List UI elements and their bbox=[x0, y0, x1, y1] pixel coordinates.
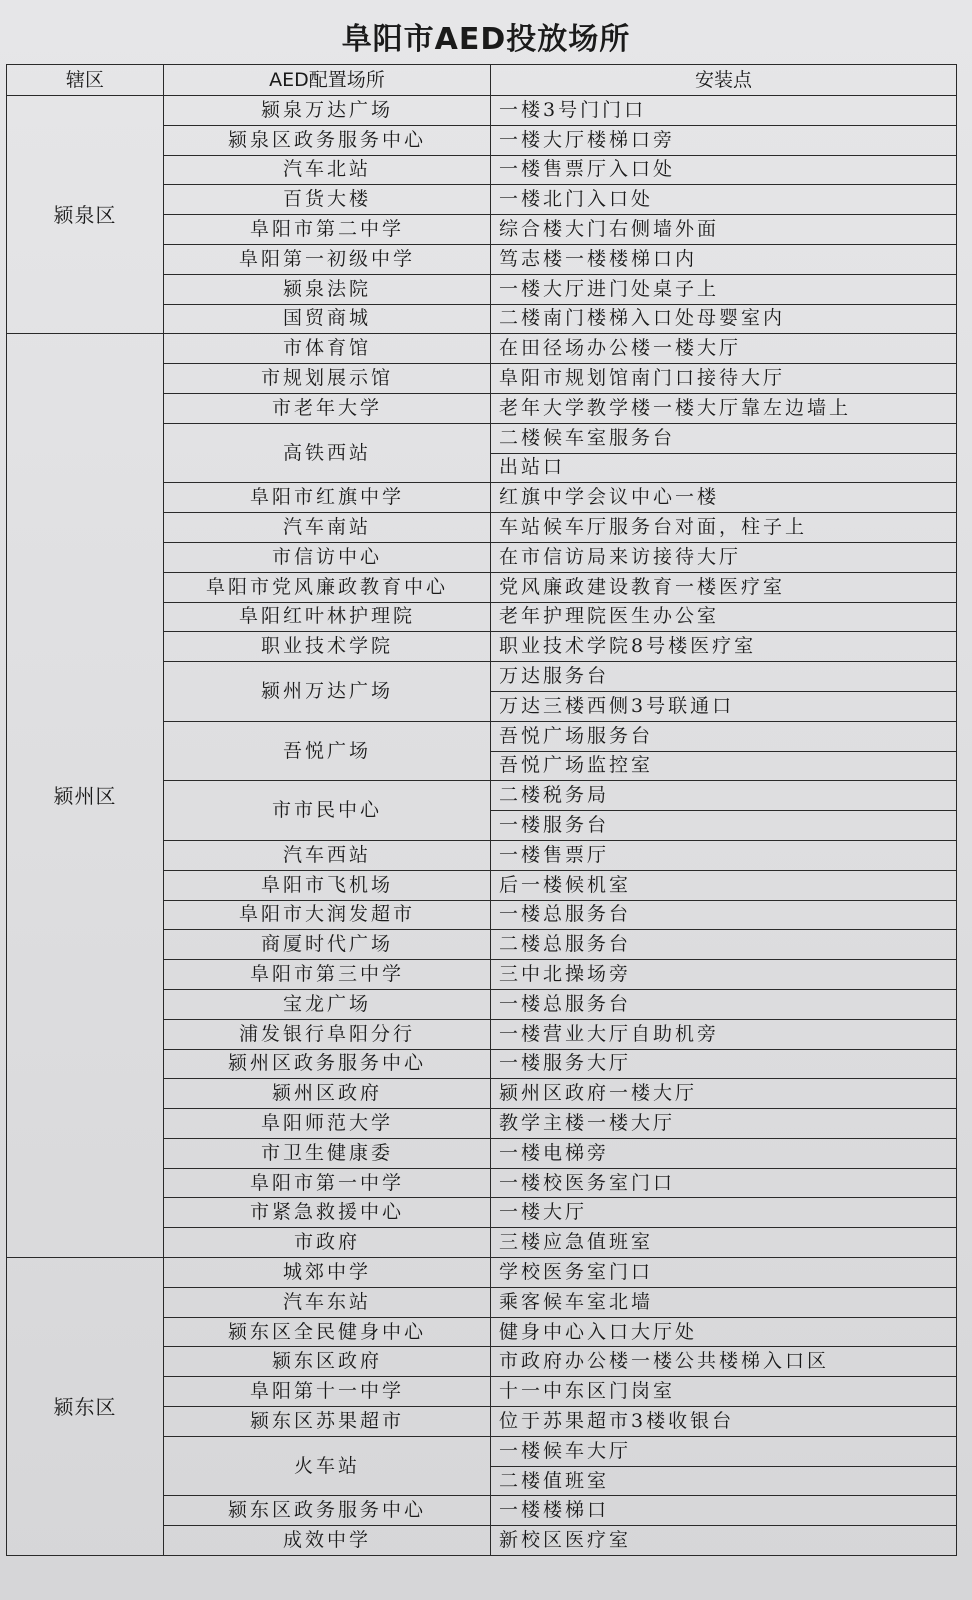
venue-cell: 阜阳第一初级中学 bbox=[164, 244, 491, 274]
install-location-cell: 一楼售票厅入口处 bbox=[491, 155, 957, 185]
install-location-cell: 一楼大厅进门处桌子上 bbox=[491, 274, 957, 304]
venue-cell: 浦发银行阜阳分行 bbox=[164, 1019, 491, 1049]
install-location-cell: 一楼营业大厅自助机旁 bbox=[491, 1019, 957, 1049]
install-location-cell: 吾悦广场服务台 bbox=[491, 721, 957, 751]
install-location-cell: 一楼北门入口处 bbox=[491, 185, 957, 215]
venue-cell: 阜阳市红旗中学 bbox=[164, 483, 491, 513]
install-location-cell: 万达三楼西侧3号联通口 bbox=[491, 691, 957, 721]
venue-cell: 市信访中心 bbox=[164, 542, 491, 572]
venue-cell: 吾悦广场 bbox=[164, 721, 491, 781]
venue-cell: 阜阳市党风廉政教育中心 bbox=[164, 572, 491, 602]
venue-cell: 宝龙广场 bbox=[164, 989, 491, 1019]
install-location-cell: 乘客候车室北墙 bbox=[491, 1287, 957, 1317]
install-location-cell: 一楼总服务台 bbox=[491, 900, 957, 930]
venue-cell: 阜阳市第三中学 bbox=[164, 960, 491, 990]
install-location-cell: 万达服务台 bbox=[491, 662, 957, 692]
table-row bbox=[7, 1258, 957, 1288]
install-location-cell: 三楼应急值班室 bbox=[491, 1228, 957, 1258]
install-location-cell: 一楼售票厅 bbox=[491, 840, 957, 870]
install-location-cell: 一楼电梯旁 bbox=[491, 1138, 957, 1168]
venue-cell: 阜阳师范大学 bbox=[164, 1109, 491, 1139]
install-location-cell: 党风廉政建设教育一楼医疗室 bbox=[491, 572, 957, 602]
install-location-cell: 一楼总服务台 bbox=[491, 989, 957, 1019]
install-location-cell: 阜阳市规划馆南门口接待大厅 bbox=[491, 364, 957, 394]
venue-cell: 颍州万达广场 bbox=[164, 662, 491, 722]
install-location-cell: 综合楼大门右侧墙外面 bbox=[491, 215, 957, 245]
install-location-cell: 位于苏果超市3楼收银台 bbox=[491, 1407, 957, 1437]
install-location-cell: 教学主楼一楼大厅 bbox=[491, 1109, 957, 1139]
install-location-cell: 老年护理院医生办公室 bbox=[491, 602, 957, 632]
install-location-cell: 一楼校医务室门口 bbox=[491, 1168, 957, 1198]
header-install-location: 安装点 bbox=[491, 65, 957, 96]
install-location-cell: 一楼大厅 bbox=[491, 1198, 957, 1228]
venue-cell: 商厦时代广场 bbox=[164, 930, 491, 960]
install-location-cell: 一楼大厅楼梯口旁 bbox=[491, 125, 957, 155]
install-location-cell: 在田径场办公楼一楼大厅 bbox=[491, 334, 957, 364]
venue-cell: 市卫生健康委 bbox=[164, 1138, 491, 1168]
district-cell: 颍东区 bbox=[7, 1258, 164, 1556]
venue-cell: 颍东区政府 bbox=[164, 1347, 491, 1377]
venue-cell: 市市民中心 bbox=[164, 781, 491, 841]
install-location-cell: 二楼候车室服务台 bbox=[491, 423, 957, 453]
install-location-cell: 二楼值班室 bbox=[491, 1466, 957, 1496]
install-location-cell: 二楼总服务台 bbox=[491, 930, 957, 960]
venue-cell: 汽车东站 bbox=[164, 1287, 491, 1317]
venue-cell: 市规划展示馆 bbox=[164, 364, 491, 394]
venue-cell: 火车站 bbox=[164, 1436, 491, 1496]
venue-cell: 市老年大学 bbox=[164, 393, 491, 423]
venue-cell: 颍东区政务服务中心 bbox=[164, 1496, 491, 1526]
install-location-cell: 笃志楼一楼楼梯口内 bbox=[491, 244, 957, 274]
venue-cell: 颍泉万达广场 bbox=[164, 96, 491, 126]
venue-cell: 高铁西站 bbox=[164, 423, 491, 483]
venue-cell: 颍州区政务服务中心 bbox=[164, 1049, 491, 1079]
venue-cell: 阜阳市大润发超市 bbox=[164, 900, 491, 930]
install-location-cell: 新校区医疗室 bbox=[491, 1526, 957, 1556]
venue-cell: 阜阳红叶林护理院 bbox=[164, 602, 491, 632]
install-location-cell: 车站候车厅服务台对面，柱子上 bbox=[491, 513, 957, 543]
install-location-cell: 职业技术学院8号楼医疗室 bbox=[491, 632, 957, 662]
install-location-cell: 二楼南门楼梯入口处母婴室内 bbox=[491, 304, 957, 334]
document-title: 阜阳市AED投放场所 bbox=[341, 22, 631, 57]
venue-cell: 百货大楼 bbox=[164, 185, 491, 215]
venue-cell: 成效中学 bbox=[164, 1526, 491, 1556]
venue-cell: 市紧急救援中心 bbox=[164, 1198, 491, 1228]
venue-cell: 阜阳市飞机场 bbox=[164, 870, 491, 900]
district-cell: 颍州区 bbox=[7, 334, 164, 1258]
install-location-cell: 一楼候车大厅 bbox=[491, 1436, 957, 1466]
install-location-cell: 十一中东区门岗室 bbox=[491, 1377, 957, 1407]
venue-cell: 阜阳市第二中学 bbox=[164, 215, 491, 245]
install-location-cell: 红旗中学会议中心一楼 bbox=[491, 483, 957, 513]
venue-cell: 颍东区苏果超市 bbox=[164, 1407, 491, 1437]
header-venue: AED配置场所 bbox=[164, 65, 491, 96]
table-row bbox=[7, 96, 957, 126]
install-location-cell: 颍州区政府一楼大厅 bbox=[491, 1079, 957, 1109]
venue-cell: 阜阳市第一中学 bbox=[164, 1168, 491, 1198]
install-location-cell: 出站口 bbox=[491, 453, 957, 483]
venue-cell: 颍泉区政务服务中心 bbox=[164, 125, 491, 155]
venue-cell: 市体育馆 bbox=[164, 334, 491, 364]
venue-cell: 颍泉法院 bbox=[164, 274, 491, 304]
install-location-cell: 健身中心入口大厅处 bbox=[491, 1317, 957, 1347]
install-location-cell: 吾悦广场监控室 bbox=[491, 751, 957, 781]
install-location-cell: 一楼楼梯口 bbox=[491, 1496, 957, 1526]
venue-cell: 颍州区政府 bbox=[164, 1079, 491, 1109]
table-row bbox=[7, 334, 957, 364]
install-location-cell: 老年大学教学楼一楼大厅靠左边墙上 bbox=[491, 393, 957, 423]
install-location-cell: 三中北操场旁 bbox=[491, 960, 957, 990]
install-location-cell: 一楼服务大厅 bbox=[491, 1049, 957, 1079]
install-location-cell: 一楼服务台 bbox=[491, 811, 957, 841]
install-location-cell: 在市信访局来访接待大厅 bbox=[491, 542, 957, 572]
install-location-cell: 市政府办公楼一楼公共楼梯入口区 bbox=[491, 1347, 957, 1377]
install-location-cell: 二楼税务局 bbox=[491, 781, 957, 811]
venue-cell: 汽车北站 bbox=[164, 155, 491, 185]
venue-cell: 汽车南站 bbox=[164, 513, 491, 543]
aed-location-table bbox=[6, 64, 957, 1556]
install-location-cell: 一楼3号门门口 bbox=[491, 96, 957, 126]
venue-cell: 阜阳第十一中学 bbox=[164, 1377, 491, 1407]
venue-cell: 国贸商城 bbox=[164, 304, 491, 334]
install-location-cell: 后一楼候机室 bbox=[491, 870, 957, 900]
header-district: 辖区 bbox=[7, 65, 164, 96]
venue-cell: 职业技术学院 bbox=[164, 632, 491, 662]
header-row bbox=[7, 65, 957, 96]
district-cell: 颍泉区 bbox=[7, 96, 164, 334]
venue-cell: 市政府 bbox=[164, 1228, 491, 1258]
install-location-cell: 学校医务室门口 bbox=[491, 1258, 957, 1288]
venue-cell: 城郊中学 bbox=[164, 1258, 491, 1288]
venue-cell: 颍东区全民健身中心 bbox=[164, 1317, 491, 1347]
venue-cell: 汽车西站 bbox=[164, 840, 491, 870]
